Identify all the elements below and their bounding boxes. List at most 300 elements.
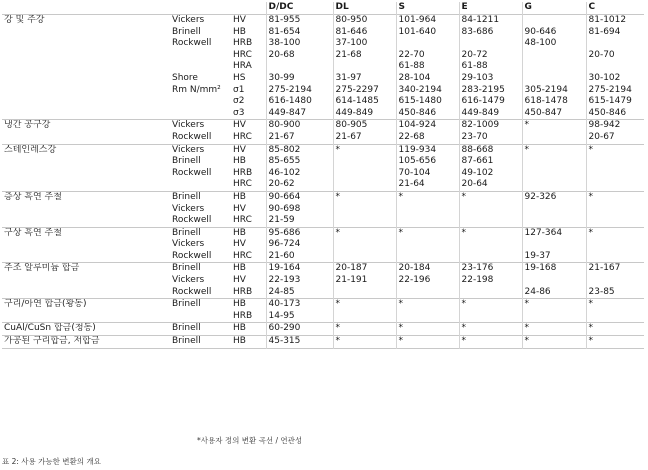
probe-dl-cell <box>333 144 396 191</box>
range-value: 23-85 <box>588 286 615 297</box>
table-row <box>2 15 644 120</box>
probe-e-cell <box>459 227 522 263</box>
range-value <box>462 239 520 251</box>
hardness-scale: HRB <box>233 286 253 297</box>
material-name: CuAl/CuSn 합금(청동) <box>4 323 96 334</box>
method-cell <box>170 323 231 336</box>
table-row <box>2 263 644 299</box>
probe-g-cell <box>522 323 586 336</box>
test-method: Shore <box>172 72 198 83</box>
hardness-conversion-table <box>2 2 644 349</box>
range-value <box>589 275 643 287</box>
range-value: * <box>335 191 340 202</box>
scale-cell <box>231 336 266 349</box>
header-probe-c: C <box>586 2 644 15</box>
range-value: 101-964 <box>398 15 437 25</box>
range-value <box>525 73 584 85</box>
hardness-scale: σ1 <box>233 84 245 95</box>
material-cell <box>2 263 170 299</box>
hardness-scale: HB <box>233 323 246 334</box>
test-method <box>172 108 229 120</box>
scale-cell <box>231 323 266 336</box>
test-method: Brinell <box>172 227 201 238</box>
range-value: * <box>398 323 403 334</box>
range-value <box>525 61 584 73</box>
test-method: Vickers <box>172 144 205 155</box>
test-method: Vickers <box>172 120 205 131</box>
test-method: Brinell <box>172 336 201 347</box>
range-value: * <box>588 144 593 155</box>
test-method: Brinell <box>172 323 201 334</box>
range-value: 81-646 <box>335 26 368 37</box>
range-value: 340-2194 <box>398 84 442 95</box>
range-value: 88-668 <box>461 144 494 155</box>
range-value: 61-88 <box>398 61 425 72</box>
material-cell <box>2 323 170 336</box>
probe-dl-cell <box>333 299 396 323</box>
range-value: 21-64 <box>398 179 425 190</box>
range-value: 24-85 <box>268 286 295 297</box>
range-value: 21-68 <box>335 49 362 60</box>
probe-ddc-cell <box>266 336 333 349</box>
scale-cell <box>231 263 266 299</box>
probe-e-cell <box>459 15 522 120</box>
hardness-scale: HRB <box>233 167 253 178</box>
range-value: 70-104 <box>398 167 431 178</box>
range-value: 305-2194 <box>524 84 568 95</box>
range-value: 14-95 <box>268 310 295 321</box>
material-name: 냉간 공구강 <box>4 120 51 131</box>
table-row <box>2 336 644 349</box>
range-value <box>525 50 584 62</box>
probe-ddc-cell <box>266 263 333 299</box>
range-value: 98-942 <box>588 120 621 131</box>
range-value: 45-315 <box>268 336 301 347</box>
probe-s-cell <box>396 227 459 263</box>
hardness-scale: HB <box>233 156 246 167</box>
range-value <box>462 251 520 263</box>
range-value: 84-1211 <box>461 15 500 25</box>
probe-c-cell <box>586 323 644 336</box>
hardness-scale: HRC <box>233 131 252 142</box>
range-value: 449-847 <box>268 107 307 118</box>
range-value: 22-68 <box>398 131 425 142</box>
header-probe-s: S <box>396 2 459 15</box>
material-cell <box>2 227 170 263</box>
header-probe-dl: DL <box>333 2 396 15</box>
range-value: 85-802 <box>268 144 301 155</box>
probe-s-cell <box>396 120 459 144</box>
probe-s-cell <box>396 263 459 299</box>
probe-dl-cell <box>333 227 396 263</box>
range-value: 450-847 <box>524 107 563 118</box>
range-value: * <box>524 144 529 155</box>
test-method: Brinell <box>172 263 201 274</box>
table-row <box>2 120 644 144</box>
range-value <box>336 311 394 323</box>
probe-ddc-cell <box>266 227 333 263</box>
probe-ddc-cell <box>266 299 333 323</box>
range-value <box>589 168 643 180</box>
range-value: * <box>588 299 593 310</box>
probe-g-cell <box>522 299 586 323</box>
test-method <box>172 311 229 323</box>
hardness-scale: HV <box>233 203 246 214</box>
range-value: 23-70 <box>461 131 488 142</box>
material-cell <box>2 191 170 227</box>
range-value: * <box>398 336 403 347</box>
probe-c-cell <box>586 299 644 323</box>
range-value: * <box>588 336 593 347</box>
range-value: 46-102 <box>268 167 301 178</box>
probe-e-cell <box>459 144 522 191</box>
range-value: 22-198 <box>461 275 494 286</box>
test-method: Vickers <box>172 239 205 250</box>
probe-ddc-cell <box>266 15 333 120</box>
range-value: * <box>524 323 529 334</box>
range-value: 20-68 <box>268 49 295 60</box>
range-value: 21-67 <box>268 131 295 142</box>
hardness-scale: HV <box>233 120 246 131</box>
range-value <box>525 311 584 323</box>
range-value: 618-1478 <box>524 96 568 107</box>
range-value: 449-849 <box>461 107 500 118</box>
range-value: 101-640 <box>398 26 437 37</box>
range-value <box>399 204 457 216</box>
method-cell <box>170 15 231 120</box>
range-value <box>525 15 584 27</box>
range-value <box>399 251 457 263</box>
material-name: 구상 흑연 주철 <box>4 227 62 238</box>
test-method: Brinell <box>172 191 201 202</box>
hardness-scale: σ2 <box>233 96 245 107</box>
range-value: 81-654 <box>268 26 301 37</box>
probe-ddc-cell <box>266 120 333 144</box>
range-value: 24-86 <box>524 286 551 297</box>
header-probe-g: G <box>522 2 586 15</box>
hardness-scale: HRC <box>233 179 252 190</box>
range-value <box>462 311 520 323</box>
probe-c-cell <box>586 263 644 299</box>
probe-dl-cell <box>333 263 396 299</box>
range-value: 449-849 <box>335 107 374 118</box>
hardness-scale: HRB <box>233 38 253 49</box>
range-value: * <box>335 227 340 238</box>
range-value: 23-176 <box>461 263 494 274</box>
hardness-scale: HS <box>233 72 246 83</box>
range-value: 80-950 <box>335 15 368 25</box>
probe-g-cell <box>522 191 586 227</box>
probe-dl-cell <box>333 15 396 120</box>
range-value: 30-99 <box>268 72 295 83</box>
range-value: 22-70 <box>398 49 425 60</box>
material-cell <box>2 15 170 120</box>
range-value: 615-1479 <box>588 96 632 107</box>
range-value: 31-97 <box>335 72 362 83</box>
range-value <box>589 38 643 50</box>
test-method <box>172 96 229 108</box>
hardness-scale: HB <box>233 299 246 310</box>
range-value: 615-1480 <box>398 96 442 107</box>
range-value: 19-37 <box>524 250 551 261</box>
range-value <box>462 204 520 216</box>
range-value <box>336 204 394 216</box>
range-value <box>462 215 520 227</box>
scale-cell <box>231 191 266 227</box>
material-cell <box>2 144 170 191</box>
range-value: 21-60 <box>268 250 295 261</box>
header-scale <box>231 2 266 15</box>
hardness-scale: HV <box>233 275 246 286</box>
range-value: 40-173 <box>268 299 301 310</box>
range-value: 21-67 <box>335 131 362 142</box>
scale-cell <box>231 227 266 263</box>
range-value: 22-196 <box>398 275 431 286</box>
probe-s-cell <box>396 191 459 227</box>
range-value: * <box>588 191 593 202</box>
range-value <box>589 239 643 251</box>
method-cell <box>170 336 231 349</box>
range-value: * <box>588 323 593 334</box>
test-method: Vickers <box>172 275 205 286</box>
test-method: Brinell <box>172 26 201 37</box>
range-value: 616-1480 <box>268 96 312 107</box>
material-name: 스테인레스강 <box>4 144 57 155</box>
range-value: 22-193 <box>268 275 301 286</box>
range-value: 90-698 <box>268 203 301 214</box>
range-value: 19-168 <box>524 263 557 274</box>
table-header-row <box>2 2 644 15</box>
probe-e-cell <box>459 323 522 336</box>
range-value: 83-686 <box>461 26 494 37</box>
range-value: * <box>398 299 403 310</box>
probe-g-cell <box>522 336 586 349</box>
range-value <box>269 61 331 73</box>
range-value: 105-656 <box>398 156 437 167</box>
hardness-scale: HV <box>233 15 246 25</box>
range-value <box>589 61 643 73</box>
range-value: 30-102 <box>588 72 621 83</box>
range-value <box>525 132 584 144</box>
range-value: 61-88 <box>461 61 488 72</box>
test-method <box>172 61 229 73</box>
table-row <box>2 227 644 263</box>
probe-e-cell <box>459 191 522 227</box>
probe-dl-cell <box>333 336 396 349</box>
table-row <box>2 191 644 227</box>
test-method <box>172 50 229 62</box>
range-value: * <box>335 336 340 347</box>
range-value: 90-664 <box>268 191 301 202</box>
range-value <box>336 168 394 180</box>
range-value: 119-934 <box>398 144 437 155</box>
hardness-scale: σ3 <box>233 107 245 118</box>
range-value: * <box>461 227 466 238</box>
range-value: 127-364 <box>524 227 563 238</box>
test-method: Vickers <box>172 15 205 25</box>
probe-g-cell <box>522 263 586 299</box>
range-value <box>525 204 584 216</box>
hardness-scale: HRC <box>233 250 252 261</box>
range-value <box>336 179 394 191</box>
probe-ddc-cell <box>266 323 333 336</box>
hardness-scale: HB <box>233 336 246 347</box>
range-value: 38-100 <box>268 38 301 49</box>
range-value: 81-955 <box>268 15 301 25</box>
probe-c-cell <box>586 336 644 349</box>
range-value <box>336 61 394 73</box>
table-row <box>2 323 644 336</box>
method-cell <box>170 120 231 144</box>
probe-g-cell <box>522 15 586 120</box>
range-value <box>589 311 643 323</box>
test-method: Rockwell <box>172 286 212 297</box>
probe-c-cell <box>586 227 644 263</box>
range-value: 20-187 <box>335 263 368 274</box>
method-cell <box>170 299 231 323</box>
material-name: 주조 알루미늄 합금 <box>4 263 80 274</box>
range-value <box>336 156 394 168</box>
scale-cell <box>231 299 266 323</box>
test-method: Rm N/mm² <box>172 84 221 95</box>
probe-g-cell <box>522 227 586 263</box>
method-cell <box>170 144 231 191</box>
range-value: 48-100 <box>524 38 557 49</box>
range-value <box>399 287 457 299</box>
material-cell <box>2 336 170 349</box>
probe-e-cell <box>459 336 522 349</box>
header-method <box>170 2 231 15</box>
range-value: 20-64 <box>461 179 488 190</box>
range-value: 81-1012 <box>588 15 627 25</box>
range-value <box>589 204 643 216</box>
probe-s-cell <box>396 336 459 349</box>
range-value: 49-102 <box>461 167 494 178</box>
test-method <box>172 179 229 191</box>
range-value: 21-167 <box>588 263 621 274</box>
probe-dl-cell <box>333 120 396 144</box>
probe-dl-cell <box>333 323 396 336</box>
hardness-scale: HB <box>233 227 246 238</box>
range-value: 28-104 <box>398 72 431 83</box>
hardness-scale: HRC <box>233 215 252 226</box>
range-value: * <box>588 227 593 238</box>
probe-ddc-cell <box>266 144 333 191</box>
range-value: 275-2194 <box>588 84 632 95</box>
range-value: 20-62 <box>268 179 295 190</box>
range-value: 104-924 <box>398 120 437 131</box>
range-value <box>589 215 643 227</box>
probe-s-cell <box>396 144 459 191</box>
range-value <box>462 38 520 50</box>
range-value: 616-1479 <box>461 96 505 107</box>
range-value: 80-900 <box>268 120 301 131</box>
range-value: 283-2195 <box>461 84 505 95</box>
range-value: 20-67 <box>588 131 615 142</box>
range-value <box>399 215 457 227</box>
range-value: 450-846 <box>588 107 627 118</box>
table-row <box>2 299 644 323</box>
range-value: * <box>524 336 529 347</box>
range-value <box>336 215 394 227</box>
test-method: Rockwell <box>172 215 212 226</box>
range-value: * <box>335 323 340 334</box>
probe-c-cell <box>586 120 644 144</box>
footnote: *사용자 정의 변환 곡선 / 연관성 <box>197 436 303 445</box>
material-name: 강 및 주강 <box>4 15 45 25</box>
range-value: 90-646 <box>524 26 557 37</box>
range-value: * <box>461 191 466 202</box>
range-value: 21-59 <box>268 215 295 226</box>
range-value: 20-184 <box>398 263 431 274</box>
range-value: * <box>398 227 403 238</box>
probe-e-cell <box>459 263 522 299</box>
range-value: * <box>461 336 466 347</box>
range-value: 450-846 <box>398 107 437 118</box>
range-value: 29-103 <box>461 72 494 83</box>
range-value: 614-1485 <box>335 96 379 107</box>
hardness-scale: HRC <box>233 49 252 60</box>
range-value: 19-164 <box>268 263 301 274</box>
range-value: 20-70 <box>588 49 615 60</box>
range-value <box>589 156 643 168</box>
hardness-scale: HB <box>233 191 246 202</box>
probe-s-cell <box>396 323 459 336</box>
range-value: * <box>335 299 340 310</box>
table-row <box>2 144 644 191</box>
test-method: Vickers <box>172 203 205 214</box>
header-probe-e: E <box>459 2 522 15</box>
range-value <box>589 251 643 263</box>
test-method: Brinell <box>172 299 201 310</box>
material-name: 구리/아연 합금(황동) <box>4 299 87 310</box>
hardness-scale: HV <box>233 144 246 155</box>
header-material <box>2 2 170 15</box>
scale-cell <box>231 144 266 191</box>
range-value: * <box>461 323 466 334</box>
range-value <box>399 311 457 323</box>
hardness-scale: HV <box>233 239 246 250</box>
range-value <box>525 215 584 227</box>
range-value <box>336 239 394 251</box>
test-method: Rockwell <box>172 38 212 49</box>
range-value <box>336 287 394 299</box>
range-value <box>525 156 584 168</box>
test-method: Brinell <box>172 156 201 167</box>
range-value: 82-1009 <box>461 120 500 131</box>
range-value <box>589 179 643 191</box>
range-value <box>525 179 584 191</box>
material-cell <box>2 299 170 323</box>
range-value <box>525 239 584 251</box>
range-value: * <box>461 299 466 310</box>
range-value: 87-661 <box>461 156 494 167</box>
range-value: 21-191 <box>335 275 368 286</box>
hardness-scale: HRB <box>233 310 253 321</box>
method-cell <box>170 263 231 299</box>
probe-e-cell <box>459 299 522 323</box>
range-value: * <box>524 120 529 131</box>
probe-g-cell <box>522 144 586 191</box>
material-name: 층상 흑연 주철 <box>4 191 62 202</box>
probe-e-cell <box>459 120 522 144</box>
table-caption: 표 2: 사용 가능한 변환의 개요 <box>2 457 101 466</box>
range-value: * <box>524 299 529 310</box>
range-value <box>399 239 457 251</box>
header-probe-ddc: D/DC <box>266 2 333 15</box>
scale-cell <box>231 15 266 120</box>
method-cell <box>170 227 231 263</box>
